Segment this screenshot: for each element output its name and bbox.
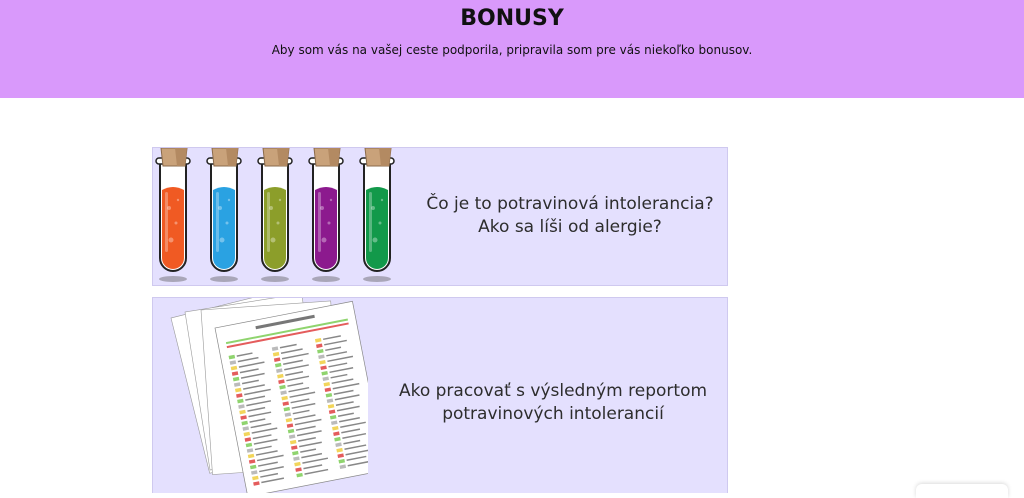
test-tube-5 [360,148,394,282]
bonus-title-line2: potravinových intolerancií [442,404,664,424]
page-header [0,0,1024,98]
bonus-title-line1: Ako pracovať s výsledným reportom [398,381,708,401]
test-tube-3 [258,148,292,282]
bonus-title [411,193,728,239]
test-tube-1 [156,148,190,282]
page-subtitle: Aby som vás na vašej ceste podporila, pripravila som pre vás niekoľko bonusov. [271,43,753,57]
report-pages-illustration [153,298,368,493]
bonus-title [368,380,728,426]
page-title: BONUSY [460,6,564,31]
cookie-widget[interactable] [916,484,1008,498]
bonus-title-line1: Čo je to potravinová intolerancia? [426,194,714,214]
bonus-title-line2: Ako sa líši od alergie? [478,217,662,237]
test-tube-2 [207,148,241,282]
bonus-card-intolerance[interactable] [152,147,728,286]
test-tube-4 [309,148,343,282]
test-tubes-illustration [153,148,403,286]
bonus-card-report[interactable] [152,297,728,493]
